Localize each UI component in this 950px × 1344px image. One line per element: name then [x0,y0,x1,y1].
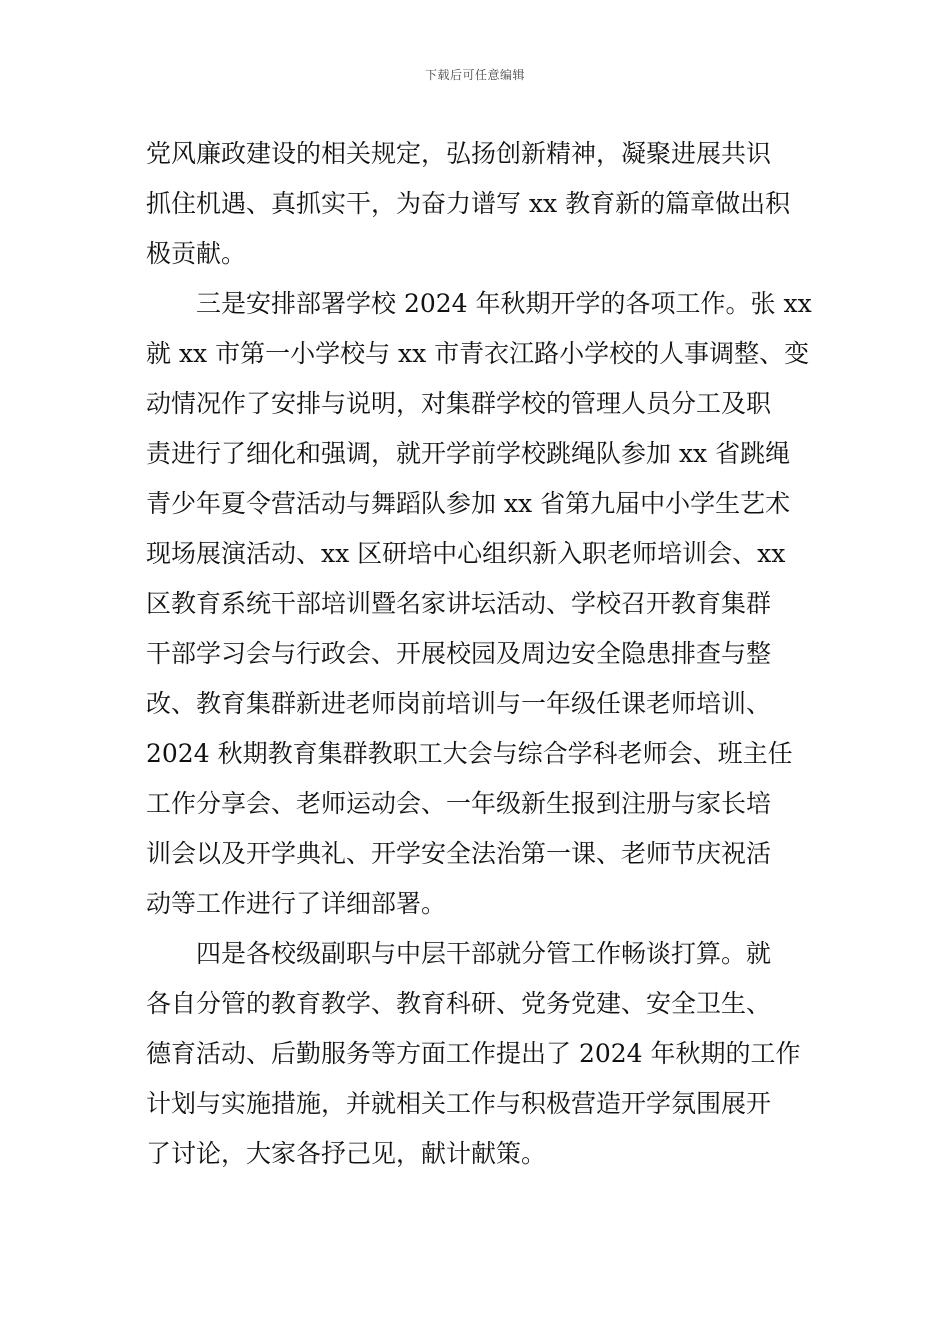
text-line: 干部学习会与行政会、开展校园及周边安全隐患排查与整 [146,639,772,668]
paragraph-3 [146,929,816,1179]
text-line: 德育活动、后勤服务等方面工作提出了 2024 年秋期的工作 [146,1039,801,1068]
text-line: 三是安排部署学校 2024 年秋期开学的各项工作。张 xx [196,289,812,318]
text-line: 青少年夏令营活动与舞蹈队参加 xx 省第九届中小学生艺术 [146,489,791,518]
text-line: 动情况作了安排与说明，对集群学校的管理人员分工及职 [146,389,772,418]
text-line: 动等工作进行了详细部署。 [146,889,447,918]
text-line: 现场展演活动、xx 区研培中心组织新入职老师培训会、xx [146,539,786,568]
text-line: 抓住机遇、真抓实干，为奋力谱写 xx 教育新的篇章做出积 [146,189,791,218]
text-line: 了讨论，大家各抒己见，献计献策。 [146,1139,547,1168]
text-line: 就 xx 市第一小学校与 xx 市青衣江路小学校的人事调整、变 [146,339,810,368]
page-header: 下载后可任意编辑 [424,68,525,82]
text-line: 2024 秋期教育集群教职工大会与综合学科老师会、班主任 [146,739,793,768]
text-line: 党风廉政建设的相关规定，弘扬创新精神，凝聚进展共识 [146,139,772,168]
text-line: 四是各校级副职与中层干部就分管工作畅谈打算。就 [196,939,772,968]
text-line: 改、教育集群新进老师岗前培训与一年级任课老师培训、 [146,689,772,718]
text-line: 极贡献。 [146,239,247,268]
text-line: 训会以及开学典礼、开学安全法治第一课、老师节庆祝活 [146,839,772,868]
text-line: 计划与实施措施，并就相关工作与积极营造开学氛围展开 [146,1089,772,1118]
text-line: 工作分享会、老师运动会、一年级新生报到注册与家长培 [146,789,772,818]
document-body [146,129,816,1179]
text-line: 区教育系统干部培训暨名家讲坛活动、学校召开教育集群 [146,589,772,618]
text-line: 责进行了细化和强调，就开学前学校跳绳队参加 xx 省跳绳 [146,439,791,468]
text-line: 各自分管的教育教学、教育科研、党务党建、安全卫生、 [146,989,772,1018]
paragraph-1 [146,129,816,279]
paragraph-2 [146,279,816,929]
